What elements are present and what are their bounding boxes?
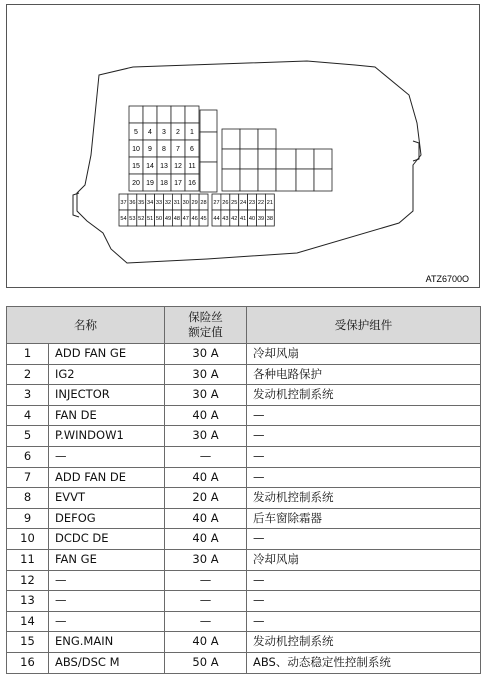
fuse-slot-number: 3 xyxy=(162,129,166,137)
protected-component: 发动机控制系统 xyxy=(247,385,481,406)
relay-slot xyxy=(258,169,276,191)
relay-slot xyxy=(200,132,217,162)
fuse-slot-number: 44 xyxy=(213,216,220,223)
table-row xyxy=(7,611,481,632)
row-number: 5 xyxy=(7,426,49,447)
relay-slot xyxy=(240,129,258,149)
table-row xyxy=(7,446,481,467)
fuse-slot-number: 37 xyxy=(120,200,127,207)
fuse-slot-number: 8 xyxy=(162,146,166,154)
fuse-slot-number: 52 xyxy=(138,216,145,223)
fuse-name: DEFOG xyxy=(49,508,165,529)
fuse-slot-number: 36 xyxy=(129,200,136,207)
fuse-slot-number: 33 xyxy=(155,200,163,207)
table-header-row xyxy=(7,307,481,344)
fuse-slot-number: 31 xyxy=(173,200,180,207)
fuse-name: EVVT xyxy=(49,488,165,509)
fuse-slot-number: 6 xyxy=(190,146,194,154)
relay-slot xyxy=(276,149,296,169)
fuse-slot-number: 47 xyxy=(182,216,189,223)
relay-slot xyxy=(314,149,332,169)
fuse-slot-number: 9 xyxy=(148,146,152,154)
protected-component: 后车窗除霜器 xyxy=(247,508,481,529)
fuse-slot-number: 12 xyxy=(174,163,182,171)
fuse-slot-number: 49 xyxy=(164,216,172,223)
fuse-box-diagram xyxy=(6,4,480,288)
row-number: 13 xyxy=(7,591,49,612)
fuse-slot-number: 4 xyxy=(148,129,152,137)
relay-slot xyxy=(222,129,240,149)
fuse-name: — xyxy=(49,591,165,612)
fuse-slot-number: 39 xyxy=(257,216,265,223)
table-row xyxy=(7,467,481,488)
fuse-slot-number: 24 xyxy=(240,200,247,207)
fuse-rating: 30 A xyxy=(165,549,247,570)
fuse-rating: 50 A xyxy=(165,652,247,673)
row-number: 9 xyxy=(7,508,49,529)
fuse-slot-number: 5 xyxy=(134,129,138,137)
fuse-slot-number: 11 xyxy=(188,163,196,171)
relay-slot xyxy=(296,169,314,191)
fuse-slot-number: 18 xyxy=(160,180,168,188)
table-row xyxy=(7,591,481,612)
fuse-name: ENG.MAIN xyxy=(49,632,165,653)
relay-slot xyxy=(258,129,276,149)
row-number: 15 xyxy=(7,632,49,653)
header-rating-line1: 保险丝 xyxy=(188,310,223,324)
fuse-slot-number: 13 xyxy=(160,163,168,171)
fuse-slot-number: 19 xyxy=(146,180,154,188)
relay-slot xyxy=(296,149,314,169)
relay-slot xyxy=(200,110,217,132)
fuse-slot-number: 20 xyxy=(132,180,140,188)
protected-component: ABS、动态稳定性控制系统 xyxy=(247,652,481,673)
relay-slot xyxy=(222,149,240,169)
table-row xyxy=(7,426,481,447)
fuse-slot-number: 46 xyxy=(191,216,198,223)
fuse-slot-number: 41 xyxy=(240,216,247,223)
protected-component: — xyxy=(247,611,481,632)
table-row xyxy=(7,549,481,570)
fuse-slot-number: 40 xyxy=(248,216,256,223)
header-name: 名称 xyxy=(7,307,165,344)
protected-component: — xyxy=(247,591,481,612)
protected-component: — xyxy=(247,467,481,488)
relay-slot xyxy=(222,169,240,191)
relay-slot xyxy=(240,169,258,191)
fuse-slot-number: 53 xyxy=(129,216,136,223)
fuse-name: FAN DE xyxy=(49,405,165,426)
table-row xyxy=(7,529,481,550)
protected-component: — xyxy=(247,570,481,591)
row-number: 14 xyxy=(7,611,49,632)
fuse-slot-number: 48 xyxy=(173,216,180,223)
fuse-rating: — xyxy=(165,446,247,467)
fuse-slot xyxy=(157,106,171,123)
relay-slot xyxy=(240,149,258,169)
fuse-box-drawing xyxy=(7,5,479,287)
fuse-slot xyxy=(143,106,157,123)
table-row xyxy=(7,385,481,406)
table-row xyxy=(7,652,481,673)
fuse-rating: — xyxy=(165,611,247,632)
table-row xyxy=(7,405,481,426)
table-row xyxy=(7,344,481,365)
fuse-slot-number: 29 xyxy=(191,200,198,207)
protected-component: 冷却风扇 xyxy=(247,344,481,365)
fuse-slot-number: 10 xyxy=(132,146,140,154)
fuse-slot-number: 7 xyxy=(176,146,180,154)
fuse-slot-number: 34 xyxy=(147,200,154,207)
fuse-slot-number: 27 xyxy=(213,200,220,207)
fuse-slot-number: 32 xyxy=(164,200,172,207)
row-number: 16 xyxy=(7,652,49,673)
diagram-code-label: ATZ6700O xyxy=(425,274,469,284)
fuse-rating: 40 A xyxy=(165,508,247,529)
fuse-name: ABS/DSC M xyxy=(49,652,165,673)
fuse-box-side-tab xyxy=(73,193,79,217)
fuse-slot-number: 50 xyxy=(155,216,163,223)
protected-component: — xyxy=(247,529,481,550)
fuse-slot-number: 2 xyxy=(176,129,180,137)
protected-component: — xyxy=(247,426,481,447)
fuse-name: ADD FAN GE xyxy=(49,344,165,365)
protected-component: — xyxy=(247,405,481,426)
fuse-slot xyxy=(171,106,185,123)
protected-component: 各种电路保护 xyxy=(247,364,481,385)
fuse-rating: 40 A xyxy=(165,632,247,653)
fuse-slot-number: 45 xyxy=(200,216,207,223)
row-number: 3 xyxy=(7,385,49,406)
fuse-slot-number: 14 xyxy=(146,163,154,171)
fuse-slot xyxy=(129,106,143,123)
fuse-rating: 30 A xyxy=(165,344,247,365)
fuse-name: INJECTOR xyxy=(49,385,165,406)
fuse-slot-number: 1 xyxy=(190,129,194,137)
fuse-slot-number: 23 xyxy=(248,200,256,207)
fuse-rating: 20 A xyxy=(165,488,247,509)
fuse-slot-number: 30 xyxy=(182,200,189,207)
fuse-slot-number: 35 xyxy=(138,200,145,207)
fuse-slot-number: 38 xyxy=(266,216,273,223)
protected-component: 发动机控制系统 xyxy=(247,488,481,509)
row-number: 6 xyxy=(7,446,49,467)
fuse-slot-number: 22 xyxy=(257,200,265,207)
row-number: 2 xyxy=(7,364,49,385)
header-rating xyxy=(165,307,247,344)
fuse-slot-number: 42 xyxy=(231,216,238,223)
row-number: 1 xyxy=(7,344,49,365)
fuse-name: — xyxy=(49,611,165,632)
table-row xyxy=(7,508,481,529)
fuse-slot-number: 43 xyxy=(222,216,229,223)
table-row xyxy=(7,364,481,385)
relay-slot xyxy=(200,162,217,192)
header-component: 受保护组件 xyxy=(247,307,481,344)
fuse-rating: 30 A xyxy=(165,385,247,406)
fuse-name: FAN GE xyxy=(49,549,165,570)
row-number: 4 xyxy=(7,405,49,426)
fuse-name: DCDC DE xyxy=(49,529,165,550)
header-rating-line2: 额定值 xyxy=(188,325,223,339)
row-number: 12 xyxy=(7,570,49,591)
fuse-slot-number: 15 xyxy=(132,163,140,171)
relay-slot xyxy=(276,169,296,191)
protected-component: 冷却风扇 xyxy=(247,549,481,570)
fuse-table xyxy=(6,306,481,674)
fuse-slot-number: 54 xyxy=(120,216,127,223)
fuse-slot-number: 28 xyxy=(200,200,207,207)
row-number: 8 xyxy=(7,488,49,509)
fuse-slot xyxy=(185,106,199,123)
relay-slot xyxy=(258,149,276,169)
table-row xyxy=(7,570,481,591)
fuse-rating: 30 A xyxy=(165,364,247,385)
row-number: 7 xyxy=(7,467,49,488)
table-row xyxy=(7,632,481,653)
fuse-name: IG2 xyxy=(49,364,165,385)
fuse-name: — xyxy=(49,446,165,467)
fuse-slot-number: 17 xyxy=(174,180,182,188)
row-number: 11 xyxy=(7,549,49,570)
fuse-rating: — xyxy=(165,591,247,612)
fuse-rating: 40 A xyxy=(165,467,247,488)
fuse-slot-number: 16 xyxy=(188,180,196,188)
row-number: 10 xyxy=(7,529,49,550)
fuse-rating: 40 A xyxy=(165,529,247,550)
protected-component: — xyxy=(247,446,481,467)
fuse-rating: 40 A xyxy=(165,405,247,426)
fuse-name: ADD FAN DE xyxy=(49,467,165,488)
fuse-slot-number: 26 xyxy=(222,200,229,207)
fuse-slot-number: 21 xyxy=(266,200,273,207)
protected-component: 发动机控制系统 xyxy=(247,632,481,653)
relay-slot xyxy=(314,169,332,191)
fuse-name: — xyxy=(49,570,165,591)
fuse-slot-number: 51 xyxy=(147,216,154,223)
fuse-rating: — xyxy=(165,570,247,591)
fuse-slot-number: 25 xyxy=(231,200,238,207)
fuse-name: P.WINDOW1 xyxy=(49,426,165,447)
table-row xyxy=(7,488,481,509)
fuse-rating: 30 A xyxy=(165,426,247,447)
